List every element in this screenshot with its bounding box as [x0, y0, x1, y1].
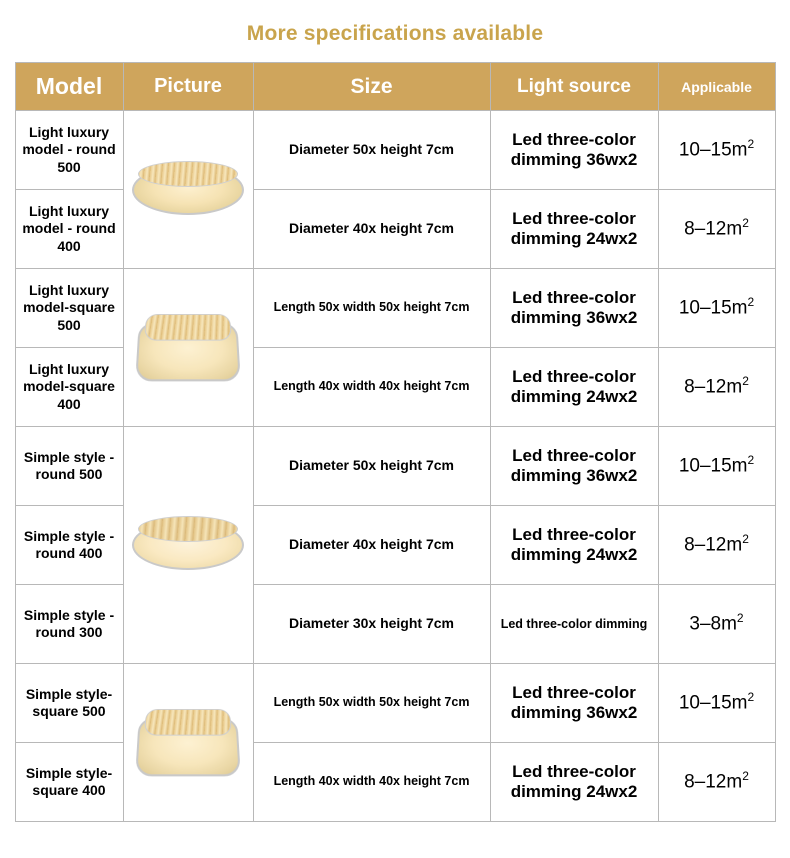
cell-picture: [123, 427, 253, 664]
applicable-value: 10–15m: [678, 692, 748, 714]
column-header-model: Model: [15, 63, 123, 111]
cell-applicable: [658, 585, 775, 664]
cell-size: Diameter 30x height 7cm: [253, 585, 490, 664]
cell-light-source: Led three-color dimming 24wx2: [490, 348, 658, 427]
lamp-crystal-rim: [138, 161, 238, 187]
simple-style-round-lamp: [128, 516, 249, 574]
cell-light-source: Led three-color dimming 24wx2: [490, 190, 658, 269]
cell-light-source: Led three-color dimming 24wx2: [490, 743, 658, 822]
cell-picture: [123, 111, 253, 269]
applicable-value: 10–15m: [678, 297, 748, 319]
light-luxury-round-lamp: [128, 161, 249, 219]
cell-model: Light luxury model - round 500: [15, 111, 123, 190]
cell-applicable: [658, 506, 775, 585]
applicable-value: 8–12m: [684, 218, 743, 240]
applicable-superscript: 2: [742, 532, 749, 547]
cell-light-source: Led three-color dimming 36wx2: [490, 111, 658, 190]
lamp-crystal-rim: [144, 708, 232, 735]
cell-model: Simple style - round 300: [15, 585, 123, 664]
applicable-value: 8–12m: [684, 534, 743, 556]
table-row: [15, 269, 775, 348]
specifications-table: [15, 62, 776, 822]
applicable-superscript: 2: [747, 295, 755, 310]
cell-size: Length 50x width 50x height 7cm: [253, 664, 490, 743]
lamp-crystal-rim: [138, 516, 238, 542]
cell-applicable: [658, 190, 775, 269]
applicable-superscript: 2: [747, 690, 755, 705]
cell-picture: [123, 269, 253, 427]
table-row: [15, 111, 775, 190]
cell-size: Length 40x width 40x height 7cm: [253, 348, 490, 427]
applicable-value: 10–15m: [678, 455, 748, 477]
cell-model: Simple style-square 500: [15, 664, 123, 743]
page-title: More specifications available: [246, 22, 544, 45]
applicable-value: 8–12m: [684, 376, 743, 398]
column-header-picture: Picture: [123, 63, 253, 111]
table-header-row: [15, 63, 775, 111]
table-body: [15, 111, 775, 822]
applicable-superscript: 2: [736, 611, 744, 626]
cell-light-source: Led three-color dimming 24wx2: [490, 506, 658, 585]
lamp-crystal-rim: [144, 313, 232, 340]
applicable-value: 10–15m: [678, 139, 748, 161]
cell-model: Simple style - round 400: [15, 506, 123, 585]
applicable-value: 8–12m: [684, 771, 743, 793]
cell-applicable: [658, 743, 775, 822]
cell-picture: [123, 664, 253, 822]
cell-model: Light luxury model-square 500: [15, 269, 123, 348]
cell-light-source: Led three-color dimming 36wx2: [490, 427, 658, 506]
cell-size: Diameter 50x height 7cm: [253, 427, 490, 506]
column-header-size: Size: [253, 63, 490, 111]
applicable-superscript: 2: [747, 453, 755, 468]
simple-style-square-lamp: [128, 706, 249, 780]
table-header: [15, 63, 775, 111]
round-lamp-graphic: [132, 516, 244, 574]
light-luxury-square-lamp: [128, 311, 249, 385]
applicable-superscript: 2: [742, 769, 749, 784]
cell-size: Diameter 40x height 7cm: [253, 506, 490, 585]
cell-light-source: Led three-color dimming 36wx2: [490, 269, 658, 348]
cell-size: Length 40x width 40x height 7cm: [253, 743, 490, 822]
cell-applicable: [658, 269, 775, 348]
cell-applicable: [658, 664, 775, 743]
round-lamp-graphic: [132, 161, 244, 219]
cell-size: Length 50x width 50x height 7cm: [253, 269, 490, 348]
cell-applicable: [658, 348, 775, 427]
column-header-light-source: Light source: [490, 63, 658, 111]
cell-model: Light luxury model - round 400: [15, 190, 123, 269]
square-lamp-graphic: [133, 311, 243, 385]
cell-light-source: Led three-color dimming: [490, 585, 658, 664]
table-row: [15, 664, 775, 743]
cell-size: Diameter 50x height 7cm: [253, 111, 490, 190]
cell-size: Diameter 40x height 7cm: [253, 190, 490, 269]
table-row: [15, 427, 775, 506]
cell-light-source: Led three-color dimming 36wx2: [490, 664, 658, 743]
applicable-superscript: 2: [742, 374, 749, 389]
cell-applicable: [658, 111, 775, 190]
applicable-value: 3–8m: [689, 613, 737, 635]
column-header-applicable: Applicable: [658, 63, 775, 111]
applicable-superscript: 2: [747, 137, 755, 152]
cell-model: Simple style - round 500: [15, 427, 123, 506]
applicable-superscript: 2: [742, 216, 749, 231]
cell-model: Light luxury model-square 400: [15, 348, 123, 427]
cell-model: Simple style-square 400: [15, 743, 123, 822]
square-lamp-graphic: [133, 706, 243, 780]
cell-applicable: [658, 427, 775, 506]
